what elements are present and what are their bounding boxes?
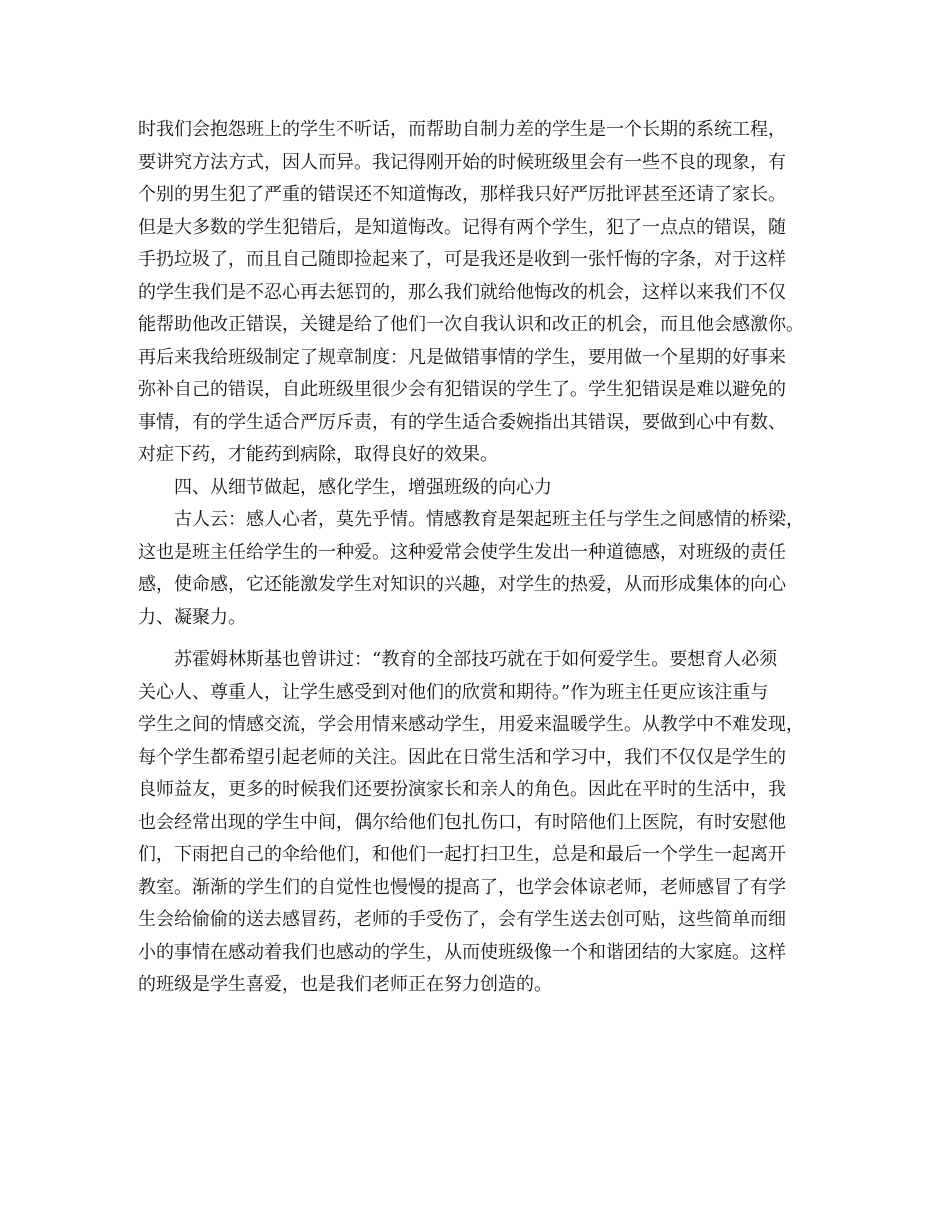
paragraph-line: 的班级是学生喜爱，也是我们老师正在努力创造的。 <box>138 974 552 995</box>
paragraph-line: 学生之间的情感交流，学会用情来感动学生，用爱来温暖学生。从教学中不难发现， <box>138 714 804 735</box>
paragraph-line: 的学生我们是不忍心再去惩罚的，那么我们就给他悔改的机会，这样以来我们不仅 <box>138 281 786 303</box>
paragraph-line: 要讲究方法方式，因人而异。我记得刚开始的时候班级里会有一些不良的现象，有 <box>138 151 786 173</box>
paragraph-3 <box>138 644 818 1002</box>
paragraph-line: 时我们会抱怨班上的学生不听话，而帮助自制力差的学生是一个长期的系统工程， <box>138 119 786 140</box>
paragraph-line: 古人云：感人心者，莫先乎情。情感教育是架起班主任与学生之间感情的桥梁， <box>174 509 804 530</box>
paragraph-2 <box>138 504 818 634</box>
paragraph-line: 再后来我给班级制定了规章制度：凡是做错事情的学生，要用做一个星期的好事来 <box>138 346 786 368</box>
paragraph-line: 生会给偷偷的送去感冒药，老师的手受伤了，会有学生送去创可贴，这些简单而细 <box>138 909 786 930</box>
paragraph-line: 弥补自己的错误，自此班级里很少会有犯错误的学生了。学生犯错误是难以避免的 <box>138 379 786 400</box>
paragraph-line: 每个学生都希望引起老师的关注。因此在日常生活和学习中，我们不仅仅是学生的 <box>138 746 786 768</box>
section-heading <box>138 472 818 505</box>
paragraph-line: 良师益友，更多的时候我们还要扮演家长和亲人的角色。因此在平时的生活中，我 <box>138 779 786 800</box>
paragraph-line: 力、凝聚力。 <box>138 606 246 628</box>
paragraph-line: 苏霍姆林斯基也曾讲过：“教育的全部技巧就在于如何爱学生。要想育人必须 <box>174 649 778 670</box>
paragraph-line: 感，使命感，它还能激发学生对知识的兴趣，对学生的热爱，从而形成集体的向心 <box>138 574 786 595</box>
paragraph-line: 对症下药，才能药到病除，取得良好的效果。 <box>138 444 498 465</box>
paragraph-line: 个别的男生犯了严重的错误还不知道悔改，那样我只好严厉批评甚至还请了家长。 <box>138 184 786 205</box>
paragraph-line: 能帮助他改正错误，关键是给了他们一次自我认识和改正的机会，而且他会感激你。 <box>138 314 804 335</box>
paragraph-line: 也会经常出现的学生中间，偶尔给他们包扎伤口，有时陪他们上医院，有时安慰他 <box>138 811 786 833</box>
paragraph-line: 手扔垃圾了，而且自己随即捡起来了，可是我还是收到一张忏悔的字条，对于这样 <box>138 249 786 270</box>
paragraph-line: 这也是班主任给学生的一种爱。这种爱常会使学生发出一种道德感，对班级的责任 <box>138 541 786 563</box>
paragraph-1 <box>138 114 818 472</box>
section-heading-text: 四、从细节做起，感化学生，增强班级的向心力 <box>174 476 552 498</box>
document-body <box>138 114 818 1002</box>
paragraph-line: 教室。渐渐的学生们的自觉性也慢慢的提高了，也学会体谅老师，老师感冒了有学 <box>138 876 786 898</box>
paragraph-line: 但是大多数的学生犯错后，是知道悔改。记得有两个学生，犯了一点点的错误，随 <box>138 216 786 238</box>
paragraph-line: 小的事情在感动着我们也感动的学生，从而使班级像一个和谐团结的大家庭。这样 <box>138 941 786 963</box>
paragraph-line: 事情，有的学生适合严厉斥责，有的学生适合委婉指出其错误，要做到心中有数、 <box>138 411 786 433</box>
paragraph-line: 们，下雨把自己的伞给他们，和他们一起打扫卫生，总是和最后一个学生一起离开 <box>138 844 786 865</box>
paragraph-line: 关心人、尊重人，让学生感受到对他们的欣赏和期待。”作为班主任更应该注重与 <box>138 681 769 703</box>
